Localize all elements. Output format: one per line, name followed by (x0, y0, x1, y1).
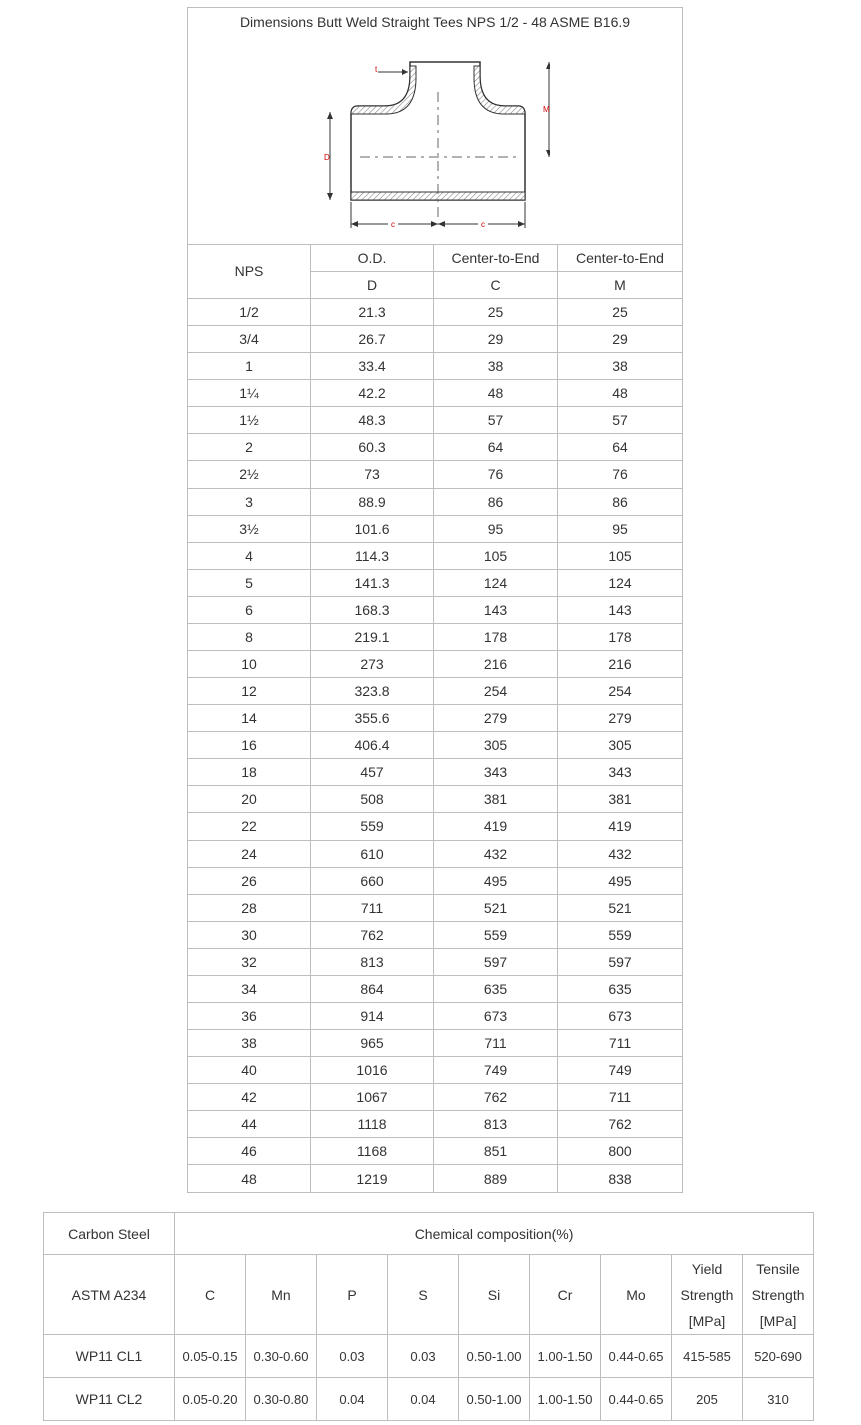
composition-cell: 0.05-0.15 (175, 1335, 246, 1378)
element-si: Si (459, 1255, 530, 1335)
dimensions-body (188, 298, 683, 1192)
od-cell: 33.4 (311, 353, 434, 380)
composition-cell: 0.30-0.80 (246, 1378, 317, 1421)
element-mn: Mn (246, 1255, 317, 1335)
nps-cell: 42 (188, 1084, 311, 1111)
table-row (188, 569, 683, 596)
figure-row (188, 8, 683, 245)
od-cell: 73 (311, 461, 434, 488)
center-to-end-c-cell: 711 (434, 1030, 558, 1057)
od-cell: 1219 (311, 1165, 434, 1193)
center-to-end-c-cell: 76 (434, 461, 558, 488)
od-cell: 508 (311, 786, 434, 813)
nps-cell: 46 (188, 1138, 311, 1165)
center-to-end-c-cell: 495 (434, 867, 558, 894)
composition-cell: 0.44-0.65 (601, 1335, 672, 1378)
center-to-end-c-cell: 305 (434, 732, 558, 759)
center-to-end-c-cell: 86 (434, 488, 558, 515)
center-to-end-c-cell: 143 (434, 596, 558, 623)
nps-cell: 20 (188, 786, 311, 813)
table-row (188, 488, 683, 515)
table-row (188, 867, 683, 894)
chem-header-row-1 (44, 1213, 814, 1255)
od-cell: 813 (311, 948, 434, 975)
od-cell: 21.3 (311, 298, 434, 325)
center-to-end-m-cell: 254 (558, 678, 683, 705)
table-row (188, 786, 683, 813)
header-center-to-end-c: Center-to-End (434, 244, 558, 271)
grade-cell: WP11 CL2 (44, 1378, 175, 1421)
nps-cell: 8 (188, 623, 311, 650)
composition-cell: 0.30-0.60 (246, 1335, 317, 1378)
table-row (188, 1057, 683, 1084)
nps-cell: 44 (188, 1111, 311, 1138)
od-cell: 914 (311, 1003, 434, 1030)
composition-cell: 0.50-1.00 (459, 1378, 530, 1421)
center-to-end-m-cell: 143 (558, 596, 683, 623)
center-to-end-m-cell: 305 (558, 732, 683, 759)
table-row (188, 623, 683, 650)
table-row (188, 975, 683, 1002)
composition-cell: 1.00-1.50 (530, 1378, 601, 1421)
composition-cell: 0.04 (388, 1378, 459, 1421)
table-row (188, 1111, 683, 1138)
nps-cell: 34 (188, 975, 311, 1002)
composition-cell: 0.50-1.00 (459, 1335, 530, 1378)
nps-cell: 1¼ (188, 380, 311, 407)
nps-cell: 16 (188, 732, 311, 759)
center-to-end-c-cell: 559 (434, 921, 558, 948)
table-row (188, 813, 683, 840)
center-to-end-c-cell: 48 (434, 380, 558, 407)
od-cell: 60.3 (311, 434, 434, 461)
center-to-end-m-cell: 838 (558, 1165, 683, 1193)
od-cell: 610 (311, 840, 434, 867)
od-cell: 762 (311, 921, 434, 948)
center-to-end-m-cell: 432 (558, 840, 683, 867)
center-to-end-m-cell: 711 (558, 1084, 683, 1111)
od-cell: 355.6 (311, 705, 434, 732)
center-to-end-m-cell: 86 (558, 488, 683, 515)
center-to-end-m-cell: 57 (558, 407, 683, 434)
yield-strength-header: Yield Strength [MPa] (672, 1255, 743, 1335)
nps-cell: 4 (188, 542, 311, 569)
od-cell: 1168 (311, 1138, 434, 1165)
nps-cell: 48 (188, 1165, 311, 1193)
center-to-end-c-cell: 38 (434, 353, 558, 380)
chem-row (44, 1378, 814, 1421)
center-to-end-m-cell: 64 (558, 434, 683, 461)
header-c-symbol: C (434, 271, 558, 298)
label-c-left: c (391, 220, 395, 229)
table-row (188, 705, 683, 732)
center-to-end-m-cell: 76 (558, 461, 683, 488)
table-row (188, 596, 683, 623)
header-row-1 (188, 244, 683, 271)
od-cell: 1067 (311, 1084, 434, 1111)
table-row (188, 948, 683, 975)
center-to-end-c-cell: 381 (434, 786, 558, 813)
center-to-end-c-cell: 216 (434, 650, 558, 677)
table-row (188, 298, 683, 325)
center-to-end-c-cell: 419 (434, 813, 558, 840)
table-row (188, 678, 683, 705)
grade-cell: WP11 CL1 (44, 1335, 175, 1378)
center-to-end-m-cell: 749 (558, 1057, 683, 1084)
tensile-strength-cell: 310 (743, 1378, 814, 1421)
label-c-right: c (481, 220, 485, 229)
od-cell: 114.3 (311, 542, 434, 569)
od-cell: 1118 (311, 1111, 434, 1138)
composition-cell: 0.05-0.20 (175, 1378, 246, 1421)
tensile-strength-cell: 520-690 (743, 1335, 814, 1378)
yield-strength-cell: 205 (672, 1378, 743, 1421)
center-to-end-m-cell: 711 (558, 1030, 683, 1057)
nps-cell: 32 (188, 948, 311, 975)
composition-cell: 0.03 (388, 1335, 459, 1378)
center-to-end-m-cell: 279 (558, 705, 683, 732)
center-to-end-m-cell: 29 (558, 326, 683, 353)
table-row (188, 434, 683, 461)
center-to-end-c-cell: 673 (434, 1003, 558, 1030)
composition-header: Chemical composition(%) (175, 1213, 814, 1255)
od-cell: 965 (311, 1030, 434, 1057)
center-to-end-c-cell: 749 (434, 1057, 558, 1084)
element-p: P (317, 1255, 388, 1335)
composition-cell: 0.44-0.65 (601, 1378, 672, 1421)
right-wall-hatch (474, 66, 525, 114)
nps-cell: 1 (188, 353, 311, 380)
table-row (188, 650, 683, 677)
material-header: Carbon Steel (44, 1213, 175, 1255)
chem-row (44, 1335, 814, 1378)
center-to-end-c-cell: 432 (434, 840, 558, 867)
center-to-end-m-cell: 419 (558, 813, 683, 840)
nps-cell: 5 (188, 569, 311, 596)
center-to-end-c-cell: 279 (434, 705, 558, 732)
od-cell: 88.9 (311, 488, 434, 515)
table-row (188, 542, 683, 569)
spec-label: ASTM A234 (44, 1255, 175, 1335)
center-to-end-c-cell: 64 (434, 434, 558, 461)
nps-cell: 22 (188, 813, 311, 840)
table-row (188, 894, 683, 921)
center-to-end-m-cell: 495 (558, 867, 683, 894)
nps-cell: 12 (188, 678, 311, 705)
center-to-end-c-cell: 889 (434, 1165, 558, 1193)
od-cell: 48.3 (311, 407, 434, 434)
center-to-end-m-cell: 800 (558, 1138, 683, 1165)
header-od-symbol: D (311, 271, 434, 298)
center-to-end-c-cell: 343 (434, 759, 558, 786)
od-cell: 864 (311, 975, 434, 1002)
center-to-end-c-cell: 105 (434, 542, 558, 569)
od-cell: 42.2 (311, 380, 434, 407)
table-row (188, 1165, 683, 1193)
table-row (188, 380, 683, 407)
nps-cell: 6 (188, 596, 311, 623)
center-to-end-c-cell: 635 (434, 975, 558, 1002)
table-row (188, 1138, 683, 1165)
element-s: S (388, 1255, 459, 1335)
nps-cell: 3 (188, 488, 311, 515)
nps-cell: 24 (188, 840, 311, 867)
od-cell: 1016 (311, 1057, 434, 1084)
od-cell: 101.6 (311, 515, 434, 542)
center-to-end-m-cell: 38 (558, 353, 683, 380)
center-to-end-c-cell: 762 (434, 1084, 558, 1111)
od-cell: 559 (311, 813, 434, 840)
dimensions-table (187, 7, 683, 1193)
od-cell: 219.1 (311, 623, 434, 650)
table-row (188, 921, 683, 948)
table-row (188, 326, 683, 353)
nps-cell: 10 (188, 650, 311, 677)
center-to-end-m-cell: 105 (558, 542, 683, 569)
center-to-end-m-cell: 597 (558, 948, 683, 975)
center-to-end-c-cell: 124 (434, 569, 558, 596)
od-cell: 26.7 (311, 326, 434, 353)
center-to-end-m-cell: 521 (558, 894, 683, 921)
nps-cell: 18 (188, 759, 311, 786)
od-cell: 141.3 (311, 569, 434, 596)
nps-cell: 3/4 (188, 326, 311, 353)
nps-cell: 2½ (188, 461, 311, 488)
table-row (188, 732, 683, 759)
center-to-end-c-cell: 29 (434, 326, 558, 353)
table-row (188, 461, 683, 488)
table-row (188, 840, 683, 867)
center-to-end-m-cell: 124 (558, 569, 683, 596)
table-row (188, 759, 683, 786)
nps-cell: 28 (188, 894, 311, 921)
chem-header-row-2 (44, 1255, 814, 1335)
od-cell: 406.4 (311, 732, 434, 759)
tee-drawing (320, 32, 550, 230)
center-to-end-m-cell: 25 (558, 298, 683, 325)
nps-cell: 2 (188, 434, 311, 461)
nps-cell: 26 (188, 867, 311, 894)
od-cell: 660 (311, 867, 434, 894)
nps-cell: 1½ (188, 407, 311, 434)
center-to-end-m-cell: 381 (558, 786, 683, 813)
center-to-end-m-cell: 216 (558, 650, 683, 677)
table-row (188, 515, 683, 542)
center-to-end-c-cell: 521 (434, 894, 558, 921)
element-cr: Cr (530, 1255, 601, 1335)
label-t: t (375, 65, 378, 74)
table-row (188, 353, 683, 380)
center-to-end-c-cell: 813 (434, 1111, 558, 1138)
nps-cell: 14 (188, 705, 311, 732)
od-cell: 273 (311, 650, 434, 677)
header-center-to-end-m: Center-to-End (558, 244, 683, 271)
nps-cell: 38 (188, 1030, 311, 1057)
nps-cell: 3½ (188, 515, 311, 542)
element-c: C (175, 1255, 246, 1335)
center-to-end-c-cell: 851 (434, 1138, 558, 1165)
od-cell: 457 (311, 759, 434, 786)
label-m: M (543, 105, 550, 114)
center-to-end-c-cell: 25 (434, 298, 558, 325)
composition-cell: 0.04 (317, 1378, 388, 1421)
center-to-end-c-cell: 95 (434, 515, 558, 542)
center-to-end-m-cell: 95 (558, 515, 683, 542)
center-to-end-m-cell: 343 (558, 759, 683, 786)
center-to-end-m-cell: 635 (558, 975, 683, 1002)
composition-cell: 1.00-1.50 (530, 1335, 601, 1378)
table-row (188, 407, 683, 434)
table-row (188, 1084, 683, 1111)
left-wall-hatch (351, 66, 416, 114)
element-mo: Mo (601, 1255, 672, 1335)
center-to-end-c-cell: 57 (434, 407, 558, 434)
composition-cell: 0.03 (317, 1335, 388, 1378)
figure-title: Dimensions Butt Weld Straight Tees NPS 1/2 - 48 ASME B16.9 (239, 14, 631, 30)
yield-strength-cell: 415-585 (672, 1335, 743, 1378)
nps-cell: 30 (188, 921, 311, 948)
nps-cell: 1/2 (188, 298, 311, 325)
header-nps: NPS (188, 244, 311, 298)
center-to-end-m-cell: 48 (558, 380, 683, 407)
header-od: O.D. (311, 244, 434, 271)
od-cell: 323.8 (311, 678, 434, 705)
center-to-end-m-cell: 559 (558, 921, 683, 948)
chemical-composition-table (43, 1212, 814, 1421)
od-cell: 168.3 (311, 596, 434, 623)
header-m-symbol: M (558, 271, 683, 298)
center-to-end-m-cell: 762 (558, 1111, 683, 1138)
table-row (188, 1003, 683, 1030)
center-to-end-m-cell: 673 (558, 1003, 683, 1030)
nps-cell: 36 (188, 1003, 311, 1030)
figure-cell (188, 8, 683, 245)
chemical-body (44, 1213, 814, 1421)
tensile-strength-header: Tensile Strength [MPa] (743, 1255, 814, 1335)
center-to-end-c-cell: 597 (434, 948, 558, 975)
label-d: D (324, 153, 330, 162)
center-to-end-m-cell: 178 (558, 623, 683, 650)
center-to-end-c-cell: 254 (434, 678, 558, 705)
table-row (188, 1030, 683, 1057)
od-cell: 711 (311, 894, 434, 921)
center-to-end-c-cell: 178 (434, 623, 558, 650)
nps-cell: 40 (188, 1057, 311, 1084)
